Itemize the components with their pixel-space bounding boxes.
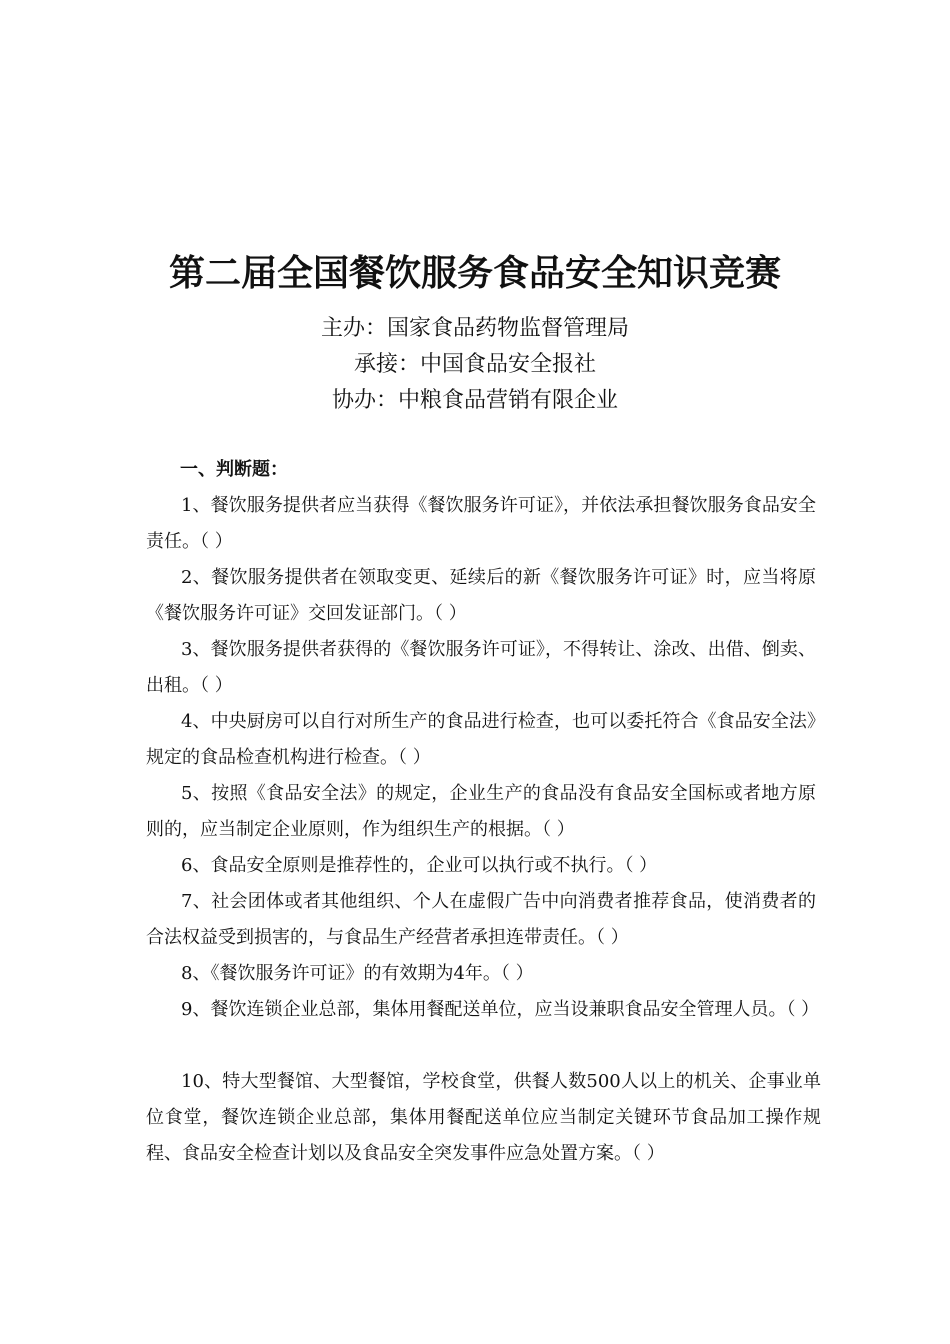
question-item: 6、食品安全原则是推荐性的，企业可以执行或不执行。（ ） <box>181 855 658 876</box>
question-item: 1、餐饮服务提供者应当获得《餐饮服务许可证》，并依法承担餐饮服务食品安全责任。（ ） <box>146 495 816 552</box>
section-title: 一、判断题： <box>180 459 288 480</box>
document-title: 第二届全国餐饮服务食品安全知识竞赛 <box>168 253 781 294</box>
question-item: 4、中央厨房可以自行对所生产的食品进行检查，也可以委托符合《食品安全法》规定的食品检查机构进行检查。（ ） <box>146 711 816 768</box>
question-item: 9、餐饮连锁企业总部，集体用餐配送单位，应当设兼职食品安全管理人员。（ ） <box>181 999 820 1020</box>
undertaker-line: 承接：中国食品安全报社 <box>353 352 596 377</box>
coorganizer-line: 协办：中粮食品营销有限企业 <box>331 388 618 413</box>
question-item: 3、餐饮服务提供者获得的《餐饮服务许可证》，不得转让、涂改、出借、倒卖、出租。（ ） <box>146 639 816 696</box>
question-item: 10、特大型餐馆、大型餐馆，学校食堂，供餐人数500人以上的机关、企事业单位食堂，餐饮连锁企业总部，集体用餐配送单位应当制定关键环节食品加工操作规程、食品安全检查计划以及食品安全突发事件应急处置方案。（ ） <box>146 1071 821 1164</box>
question-item: 7、社会团体或者其他组织、个人在虚假广告中向消费者推荐食品，使消费者的合法权益受到损害的，与食品生产经营者承担连带责任。（ ） <box>146 891 816 948</box>
question-item: 8、《餐饮服务许可证》的有效期为4年。（ ） <box>181 963 534 984</box>
question-item: 5、按照《食品安全法》的规定，企业生产的食品没有食品安全国标或者地方原则的，应当制定企业原则，作为组织生产的根据。（ ） <box>146 783 816 840</box>
question-item: 2、餐饮服务提供者在领取变更、延续后的新《餐饮服务许可证》时，应当将原《餐饮服务许可证》交回发证部门。（ ） <box>146 567 816 624</box>
organizer-line: 主办：国家食品药物监督管理局 <box>320 316 629 341</box>
